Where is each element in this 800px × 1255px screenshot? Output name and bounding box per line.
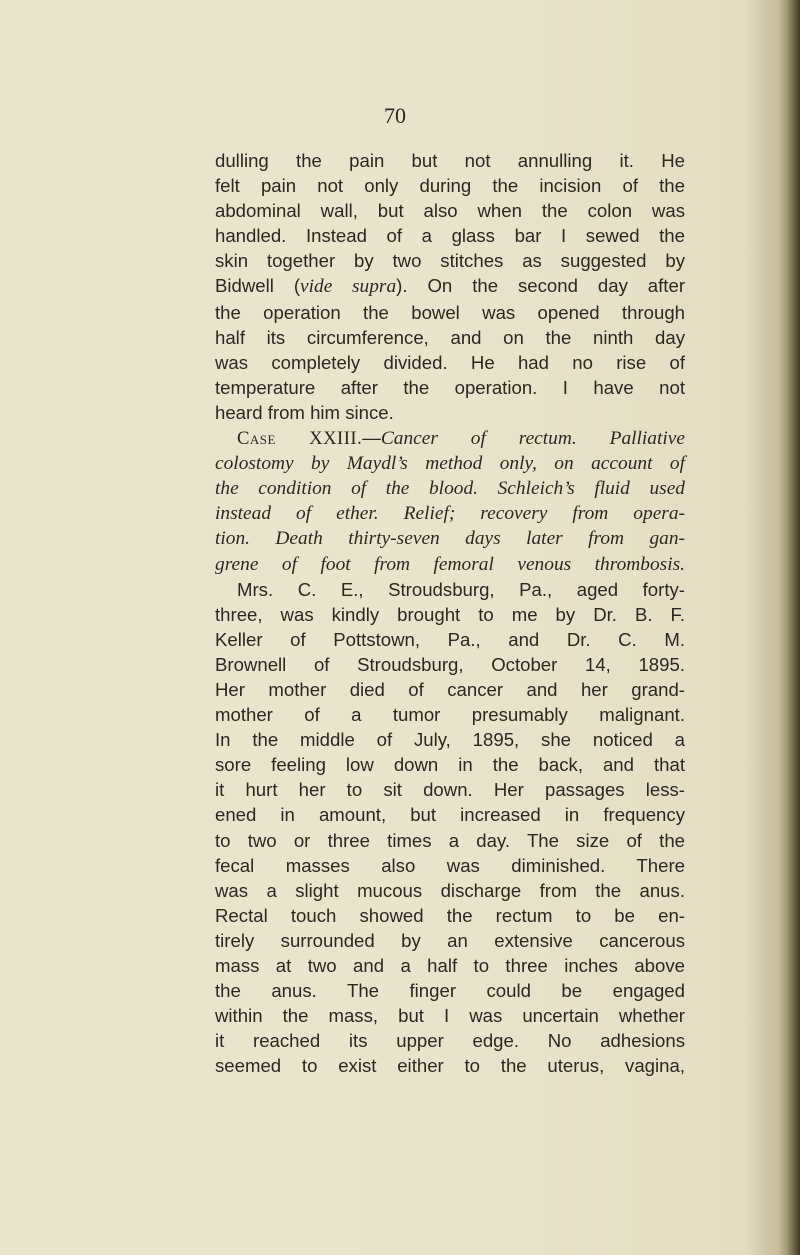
- italic-reference: vide supra: [300, 276, 397, 298]
- text-line: Brownell of Stroudsburg, October 14, 1895.: [215, 653, 685, 675]
- text-line: three, was kindly brought to me by Dr. B. F.: [215, 603, 685, 625]
- case-title-line: the condition of the blood. Schleich’s fluid used: [215, 478, 685, 500]
- text-line: was completely divided. He had no rise of: [215, 351, 685, 373]
- case-title-line: instead of ether. Relief; recovery from opera-: [215, 503, 685, 525]
- case-label: Case XXIII.: [237, 428, 363, 450]
- text-line: the anus. The finger could be engaged: [215, 980, 685, 1002]
- text-line: sore feeling low down in the back, and that: [215, 754, 685, 776]
- text-line: fecal masses also was diminished. There: [215, 854, 685, 876]
- text-line: ened in amount, but increased in frequency: [215, 804, 685, 826]
- case-title-line: colostomy by Maydl’s method only, on account of: [215, 453, 685, 475]
- page-number: 70: [384, 103, 406, 128]
- text-line: felt pain not only during the incision of the: [215, 175, 685, 197]
- case-title-line: Cancer of rectum. Palliative: [380, 428, 685, 450]
- text-segment: Bidwell (: [215, 275, 301, 297]
- case-dash: —: [362, 427, 381, 449]
- text-line: handled. Instead of a glass bar I sewed the: [215, 225, 685, 247]
- text-line: it hurt her to sit down. Her passages less-: [215, 779, 685, 801]
- text-line: tirely surrounded by an extensive cancerous: [215, 929, 685, 951]
- text-line: half its circumference, and on the ninth day: [215, 326, 685, 348]
- body-text: [215, 148, 685, 1078]
- case-title-line: grene of foot from femoral venous thrombosis.: [215, 553, 685, 575]
- case-title-line: tion. Death thirty-seven days later from gan-: [215, 528, 685, 550]
- case-heading: [215, 425, 685, 451]
- text-line: [215, 273, 685, 299]
- text-line: seemed to exist either to the uterus, vagina,: [215, 1055, 685, 1077]
- text-line: to two or three times a day. The size of the: [215, 829, 685, 851]
- text-line: heard from him since.: [215, 401, 394, 423]
- text-segment: ). On the second day after: [396, 275, 686, 297]
- text-line: within the mass, but I was uncertain whether: [215, 1005, 685, 1027]
- text-line: was a slight mucous discharge from the anus.: [215, 879, 685, 901]
- page-binding-shadow: [778, 0, 800, 1255]
- text-line: Rectal touch showed the rectum to be en-: [215, 904, 685, 926]
- text-line: it reached its upper edge. No adhesions: [215, 1030, 685, 1052]
- text-line: dulling the pain but not annulling it. He: [215, 150, 685, 171]
- text-line: temperature after the operation. I have not: [215, 376, 685, 398]
- text-line: abdominal wall, but also when the colon was: [215, 200, 685, 222]
- text-line: skin together by two stitches as suggested by: [215, 250, 685, 272]
- text-line: the operation the bowel was opened through: [215, 301, 685, 323]
- text-line: Keller of Pottstown, Pa., and Dr. C. M.: [215, 628, 685, 650]
- text-line: mother of a tumor presumably malignant.: [215, 704, 685, 726]
- text-line: mass at two and a half to three inches above: [215, 955, 685, 976]
- text-line: Mrs. C. E., Stroudsburg, Pa., aged forty-: [237, 578, 685, 600]
- text-line: Her mother died of cancer and her grand-: [215, 678, 685, 700]
- text-line: In the middle of July, 1895, she noticed a: [215, 729, 685, 751]
